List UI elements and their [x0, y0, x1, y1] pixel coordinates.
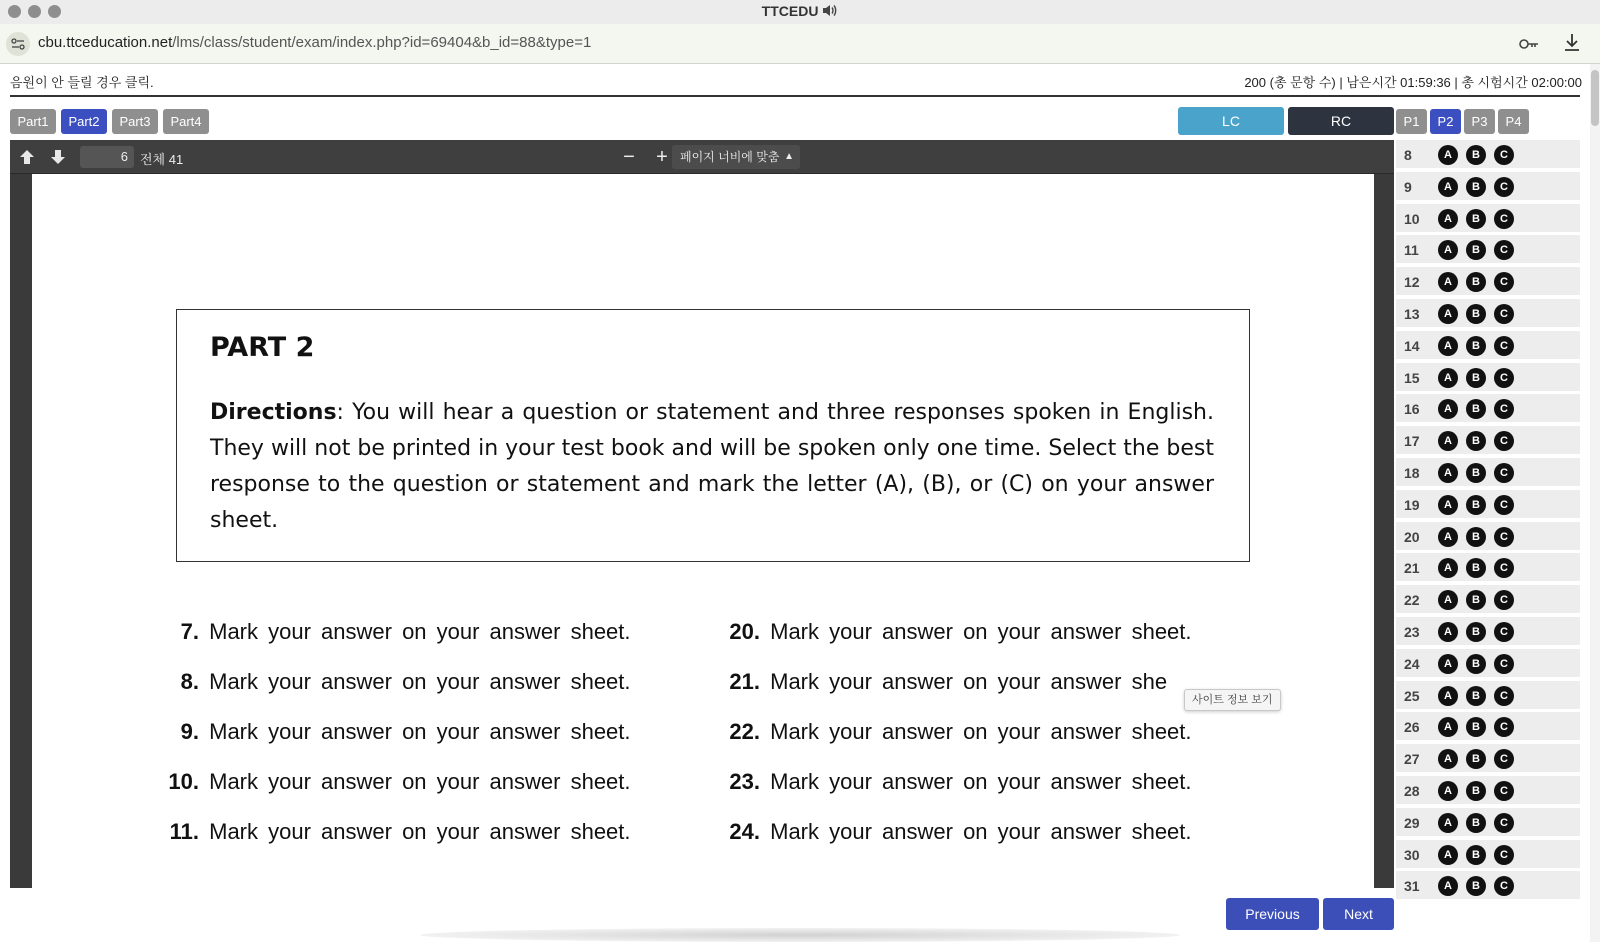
tab-p2[interactable]: P2: [1430, 109, 1461, 134]
answer-bubble-b[interactable]: B: [1466, 368, 1486, 388]
answer-bubble-c[interactable]: C: [1494, 463, 1514, 483]
previous-button[interactable]: Previous: [1226, 898, 1319, 930]
answer-bubble-c[interactable]: C: [1494, 813, 1514, 833]
answer-bubble-c[interactable]: C: [1494, 399, 1514, 419]
answer-bubble-a[interactable]: A: [1438, 495, 1458, 515]
answer-bubble-a[interactable]: A: [1438, 431, 1458, 451]
answer-row-number: 18: [1404, 465, 1420, 481]
zoom-in-button[interactable]: +: [656, 146, 668, 168]
answer-bubble-c[interactable]: C: [1494, 527, 1514, 547]
url-domain: cbu.ttceducation.net: [38, 34, 173, 51]
answer-bubble-a[interactable]: A: [1438, 813, 1458, 833]
answer-bubble-c[interactable]: C: [1494, 558, 1514, 578]
question-number: 20.: [729, 619, 760, 644]
answer-bubble-b[interactable]: B: [1466, 177, 1486, 197]
answer-row: [1396, 871, 1580, 901]
answer-bubble-b[interactable]: B: [1466, 336, 1486, 356]
answer-row-number: 23: [1404, 624, 1420, 640]
answer-bubble-c[interactable]: C: [1494, 495, 1514, 515]
question-line: [724, 769, 1192, 795]
answer-bubble-c[interactable]: C: [1494, 177, 1514, 197]
question-line: [724, 819, 1192, 845]
tab-part3[interactable]: Part3: [112, 109, 158, 134]
answer-bubble-c[interactable]: C: [1494, 209, 1514, 229]
question-line: [163, 819, 631, 845]
directions-label: Directions: [210, 400, 337, 425]
answer-bubble-b[interactable]: B: [1466, 845, 1486, 865]
zoom-select[interactable]: [672, 145, 800, 169]
answer-bubble-b[interactable]: B: [1466, 590, 1486, 610]
answer-bubble-c[interactable]: C: [1494, 304, 1514, 324]
tab-rc[interactable]: RC: [1288, 107, 1394, 135]
divider: [10, 95, 1580, 97]
answer-row-number: 19: [1404, 496, 1420, 513]
part-title: PART 2: [210, 332, 315, 363]
window-titlebar: [0, 0, 1600, 24]
answer-row: [1396, 172, 1580, 202]
answer-bubble-b[interactable]: B: [1466, 463, 1486, 483]
answer-bubble-a[interactable]: A: [1438, 845, 1458, 865]
question-text: Mark your answer on your answer sheet.: [209, 669, 631, 694]
key-icon[interactable]: [1518, 34, 1540, 59]
answer-bubble-c[interactable]: C: [1494, 686, 1514, 706]
question-line: [163, 769, 631, 795]
question-text: Mark your answer on your answer sheet.: [770, 619, 1192, 644]
question-line: [724, 669, 1167, 695]
answer-bubble-c[interactable]: C: [1494, 272, 1514, 292]
answer-row: [1396, 776, 1580, 806]
answer-row-number: 31: [1404, 878, 1420, 895]
answer-bubble-a[interactable]: A: [1438, 590, 1458, 610]
answer-bubble-b[interactable]: B: [1466, 145, 1486, 165]
answer-bubble-b[interactable]: B: [1466, 240, 1486, 260]
answer-bubble-c[interactable]: C: [1494, 240, 1514, 260]
answer-bubble-b[interactable]: B: [1466, 304, 1486, 324]
window-title-text: TTCEDU: [761, 3, 819, 19]
directions-text: : You will hear a question or statement and three responses spoken in English. They will not be printed in your test book and will be spoken only one time. Select the best response to the question or statement and mark the letter (A), (B), or (C) on your answer sheet.: [210, 400, 1214, 533]
site-info-button[interactable]: [6, 32, 30, 56]
answer-row: [1396, 840, 1580, 870]
answer-row-number: 21: [1404, 560, 1420, 577]
tab-part1[interactable]: Part1: [10, 109, 56, 134]
answer-row-number: 15: [1404, 369, 1420, 386]
page-number-input[interactable]: 6: [80, 146, 134, 168]
answer-bubble-a[interactable]: A: [1438, 749, 1458, 769]
answer-bubble-c[interactable]: C: [1494, 145, 1514, 165]
question-line: [724, 719, 1192, 745]
answer-bubble-a[interactable]: A: [1438, 558, 1458, 578]
question-number: 10.: [168, 769, 199, 794]
answer-row-number: 12: [1404, 274, 1420, 291]
answer-bubble-a[interactable]: A: [1438, 654, 1458, 674]
question-text: Mark your answer on your answer sheet.: [209, 619, 631, 644]
answer-bubble-b[interactable]: B: [1466, 654, 1486, 674]
answer-bubble-c[interactable]: C: [1494, 654, 1514, 674]
answer-row: [1396, 681, 1580, 711]
tab-p4[interactable]: P4: [1498, 109, 1529, 134]
answer-row: [1396, 585, 1580, 615]
question-line: [163, 719, 631, 745]
question-line: [163, 619, 631, 645]
answer-row: [1396, 553, 1580, 583]
answer-row-number: 9: [1404, 178, 1412, 195]
answer-sheet: [1396, 140, 1580, 904]
answer-row-number: 8: [1404, 147, 1412, 163]
url-path: /lms/class/student/exam/index.php?id=69404&b_id=88&type=1: [172, 34, 592, 51]
question-text: Mark your answer on your answer sheet.: [770, 719, 1192, 744]
answer-row: [1396, 331, 1580, 361]
answer-bubble-c[interactable]: C: [1494, 368, 1514, 388]
answer-bubble-b[interactable]: B: [1466, 399, 1486, 419]
answer-bubble-a[interactable]: A: [1438, 304, 1458, 324]
answer-row-number: 14: [1404, 337, 1420, 354]
answer-bubble-c[interactable]: C: [1494, 781, 1514, 801]
answer-row: [1396, 649, 1580, 679]
zoom-select-value: 페이지 너비에 맞춤: [680, 150, 780, 164]
answer-row: [1396, 204, 1580, 234]
answer-bubble-b[interactable]: B: [1466, 749, 1486, 769]
answer-row: [1396, 744, 1580, 774]
answer-bubble-a[interactable]: A: [1438, 527, 1458, 547]
tab-p3[interactable]: P3: [1464, 109, 1495, 134]
answer-bubble-a[interactable]: A: [1438, 686, 1458, 706]
answer-row-number: 30: [1404, 846, 1420, 863]
question-line: [163, 669, 631, 695]
answer-row: [1396, 363, 1580, 393]
answer-bubble-c[interactable]: C: [1494, 749, 1514, 769]
question-text: Mark your answer on your answer she: [770, 669, 1168, 694]
answer-row-number: 16: [1404, 401, 1420, 418]
answer-bubble-a[interactable]: A: [1438, 240, 1458, 260]
directions-paragraph: [210, 395, 1214, 539]
speaker-icon: [822, 3, 838, 19]
window-title: [0, 3, 1600, 19]
answer-bubble-a[interactable]: A: [1438, 336, 1458, 356]
answer-row: [1396, 267, 1580, 297]
question-number: 11.: [169, 819, 199, 844]
answer-bubble-c[interactable]: C: [1494, 431, 1514, 451]
question-number: 9.: [180, 719, 199, 744]
pdf-toolbar: [10, 140, 1394, 174]
answer-row: [1396, 458, 1580, 488]
answer-bubble-a[interactable]: A: [1438, 145, 1458, 165]
answer-bubble-b[interactable]: B: [1466, 558, 1486, 578]
question-number: 8.: [180, 669, 199, 694]
answer-row: [1396, 140, 1580, 170]
tab-p1[interactable]: P1: [1396, 109, 1427, 134]
answer-row: [1396, 712, 1580, 742]
answer-row: [1396, 394, 1580, 424]
question-number: 21.: [729, 669, 760, 694]
site-settings-icon: [11, 37, 25, 51]
question-number: 24.: [729, 819, 760, 844]
question-number: 7.: [180, 619, 199, 644]
question-text: Mark your answer on your answer sheet.: [770, 769, 1192, 794]
answer-row: [1396, 235, 1580, 265]
answer-row-number: 24: [1404, 655, 1420, 672]
pdf-page: [32, 174, 1374, 888]
zoom-out-button[interactable]: −: [623, 146, 635, 168]
answer-bubble-a[interactable]: A: [1438, 876, 1458, 896]
answer-bubble-c[interactable]: C: [1494, 717, 1514, 737]
answer-row: [1396, 522, 1580, 552]
answer-row: [1396, 299, 1580, 329]
directions-box: [176, 309, 1250, 562]
answer-bubble-b[interactable]: B: [1466, 686, 1486, 706]
answer-bubble-a[interactable]: A: [1438, 209, 1458, 229]
answer-bubble-a[interactable]: A: [1438, 622, 1458, 642]
pdf-viewer: [10, 140, 1394, 888]
answer-row-number: 20: [1404, 528, 1420, 545]
answer-row-number: 29: [1404, 814, 1420, 831]
answer-row: [1396, 617, 1580, 647]
footer-shadow: [420, 928, 1180, 942]
answer-bubble-a[interactable]: A: [1438, 368, 1458, 388]
answer-bubble-b[interactable]: B: [1466, 717, 1486, 737]
answer-bubble-c[interactable]: C: [1494, 336, 1514, 356]
address-bar: [0, 24, 1600, 64]
answer-row-number: 28: [1404, 783, 1420, 799]
page-scrollbar[interactable]: [1590, 64, 1600, 942]
answer-row-number: 10: [1404, 210, 1420, 227]
answer-bubble-b[interactable]: B: [1466, 813, 1486, 833]
question-text: Mark your answer on your answer sheet.: [209, 719, 631, 744]
answer-bubble-b[interactable]: B: [1466, 495, 1486, 515]
page-total: 전체 41: [140, 152, 184, 167]
question-number: 22.: [729, 719, 760, 744]
question-number: 23.: [729, 769, 760, 794]
answer-bubble-a[interactable]: A: [1438, 177, 1458, 197]
question-text: Mark your answer on your answer sheet.: [209, 819, 631, 844]
answer-bubble-a[interactable]: A: [1438, 463, 1458, 483]
answer-row-number: 25: [1404, 687, 1420, 704]
tab-lc[interactable]: LC: [1178, 107, 1284, 135]
answer-bubble-a[interactable]: A: [1438, 272, 1458, 292]
answer-bubble-b[interactable]: B: [1466, 209, 1486, 229]
download-icon[interactable]: [1562, 32, 1582, 59]
tab-part2[interactable]: Part2: [61, 109, 107, 134]
answer-bubble-c[interactable]: C: [1494, 845, 1514, 865]
exam-timer-info: 200 (총 문항 수) | 남은시간 01:59:36 | 총 시험시간 02:00:00: [1244, 75, 1582, 90]
question-text: Mark your answer on your answer sheet.: [770, 819, 1192, 844]
page-scrollbar-thumb[interactable]: [1591, 70, 1599, 126]
answer-bubble-c[interactable]: C: [1494, 590, 1514, 610]
answer-bubble-b[interactable]: B: [1466, 622, 1486, 642]
url-field[interactable]: [38, 34, 591, 51]
next-button[interactable]: Next: [1323, 898, 1394, 930]
answer-bubble-a[interactable]: A: [1438, 717, 1458, 737]
select-arrows-icon: ▲: [784, 151, 794, 162]
answer-row: [1396, 490, 1580, 520]
answer-row-number: 27: [1404, 751, 1420, 768]
answer-bubble-b[interactable]: B: [1466, 527, 1486, 547]
answer-row: [1396, 426, 1580, 456]
tab-part4[interactable]: Part4: [163, 109, 209, 134]
answer-row-number: 13: [1404, 306, 1420, 322]
answer-bubble-b[interactable]: B: [1466, 431, 1486, 451]
answer-row: [1396, 808, 1580, 838]
answer-bubble-c[interactable]: C: [1494, 876, 1514, 896]
answer-bubble-c[interactable]: C: [1494, 622, 1514, 642]
question-text: Mark your answer on your answer sheet.: [209, 769, 631, 794]
answer-row-number: 11: [1404, 242, 1419, 259]
answer-bubble-b[interactable]: B: [1466, 272, 1486, 292]
answer-bubble-b[interactable]: B: [1466, 876, 1486, 896]
answer-row-number: 17: [1404, 433, 1420, 450]
answer-bubble-b[interactable]: B: [1466, 781, 1486, 801]
next-page-icon[interactable]: [48, 147, 68, 167]
answer-bubble-a[interactable]: A: [1438, 399, 1458, 419]
answer-row-number: 26: [1404, 719, 1420, 736]
question-line: [724, 619, 1192, 645]
previous-page-icon[interactable]: [17, 147, 37, 167]
site-info-tooltip: 사이트 정보 보기: [1184, 689, 1281, 711]
answer-bubble-a[interactable]: A: [1438, 781, 1458, 801]
audio-help-link[interactable]: 음원이 안 들릴 경우 클릭.: [10, 75, 154, 90]
answer-row-number: 22: [1404, 592, 1420, 609]
